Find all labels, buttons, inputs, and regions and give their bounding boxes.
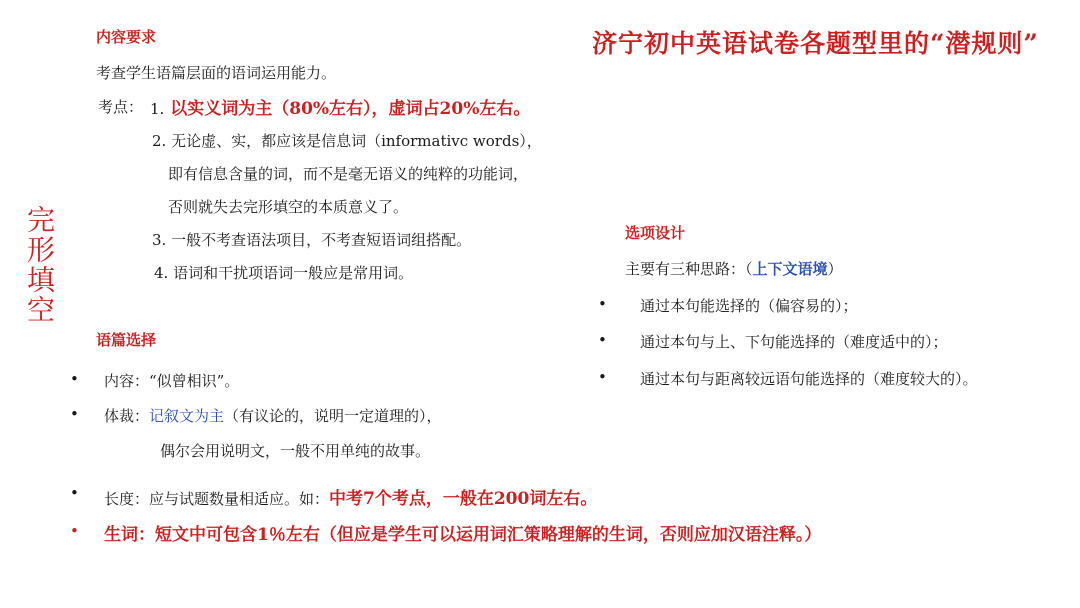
point-4: 4. 语词和干扰项语词一般应是常用词。 — [154, 264, 414, 282]
point-1 — [150, 94, 530, 119]
point-2-line-2: 即有信息含量的词，而不是毫无语义的纯粹的功能词， — [168, 165, 529, 183]
bullet-icon: • — [598, 368, 607, 386]
point-2-line-1: 2. 无论虚、实，都应该是信息词（informativc words）， — [152, 132, 542, 150]
genre-label: 体裁： — [104, 407, 150, 425]
option-item-2: 通过本句与上、下句能选择的（难度适中的）； — [640, 333, 948, 351]
content-value: “似曾相识”。 — [149, 372, 240, 390]
option-intro-highlight: 上下文语境 — [752, 260, 828, 278]
bullet-icon: • — [598, 331, 607, 349]
bullet-icon: • — [598, 295, 607, 313]
length-label: 长度：应与试题数量相适应。如： — [104, 490, 330, 508]
option-design-intro — [625, 258, 843, 279]
content-requirement-intro: 考查学生语篇层面的语词运用能力。 — [96, 64, 337, 82]
point-1-number: 1. — [150, 100, 165, 118]
content-label: 内容： — [104, 372, 150, 390]
option-intro-prefix: 主要有三种思路：（ — [625, 260, 753, 278]
passage-content — [104, 370, 239, 391]
page-title: 济宁初中英语试卷各题型里的“潜规则” — [592, 29, 1039, 58]
option-item-1: 通过本句能选择的（偏容易的）； — [640, 297, 858, 315]
option-design-heading: 选项设计 — [625, 224, 686, 242]
passage-length — [104, 484, 597, 509]
length-highlight: 中考7个考点，一般在200词左右。 — [329, 489, 598, 509]
bullet-icon: • — [70, 370, 79, 388]
passage-selection-heading: 语篇选择 — [96, 331, 157, 349]
genre-rest: （有议论的，说明一定道理的）， — [224, 407, 442, 425]
bullet-icon: • — [70, 522, 79, 540]
point-1-text: 以实义词为主（80%左右），虚词占20%左右。 — [170, 99, 531, 119]
bullet-icon: • — [70, 484, 79, 502]
genre-highlight: 记叙文为主 — [149, 407, 225, 425]
passage-new-words: 生词：短文中可包含1％左右（但应是学生可以运用词汇策略理解的生词，否则应加汉语注释。） — [104, 525, 822, 545]
side-label: 完形填空 — [23, 205, 56, 325]
point-3: 3. 一般不考查语法项目，不考查短语词组搭配。 — [152, 231, 472, 249]
passage-genre — [104, 405, 442, 426]
content-requirement-heading: 内容要求 — [96, 28, 157, 46]
point-label: 考点： — [98, 98, 144, 116]
point-2-line-3: 否则就失去完形填空的本质意义了。 — [168, 198, 409, 216]
bullet-icon: • — [70, 405, 79, 423]
passage-genre-line-2: 偶尔会用说明文，一般不用单纯的故事。 — [160, 442, 431, 460]
option-intro-suffix: ） — [827, 260, 843, 278]
option-item-3: 通过本句与距离较远语句能选择的（难度较大的）。 — [640, 370, 978, 388]
